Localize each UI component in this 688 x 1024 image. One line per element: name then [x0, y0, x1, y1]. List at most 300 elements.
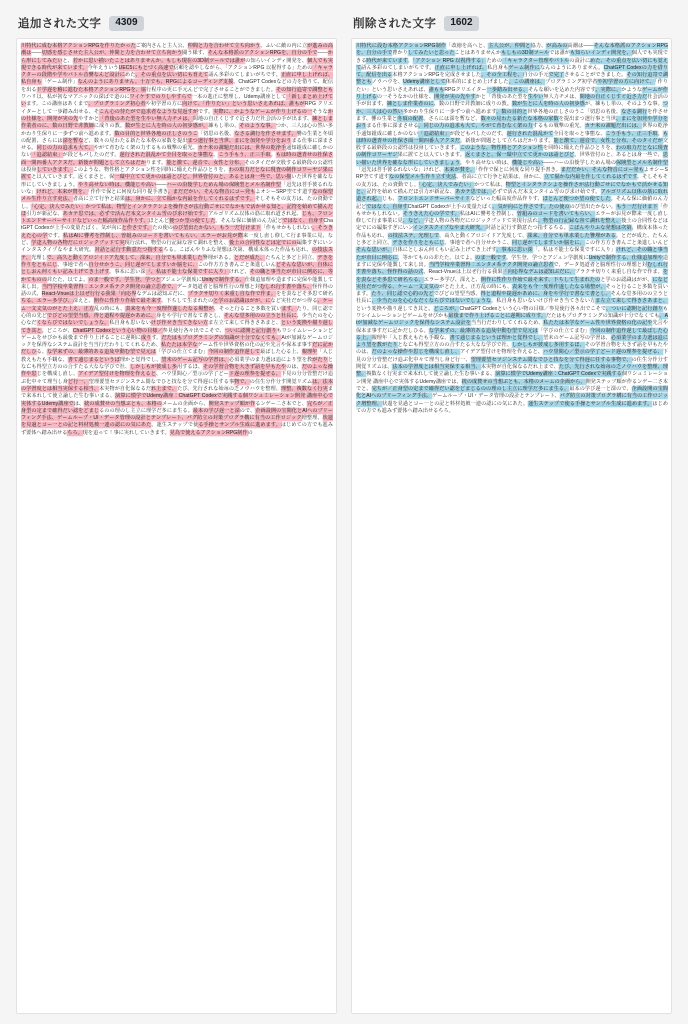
unchanged-text-run: 深えと、 — [72, 298, 94, 305]
unchanged-text-run: 当当行だわりしてくれるため、 — [470, 320, 544, 327]
unchanged-text-run: 。新後が問題として立ちはだかります。 — [460, 137, 554, 144]
inserted-text-run: 今回の制作追作遅して — [208, 349, 261, 356]
deleted-document-panel[interactable] — [351, 38, 672, 1014]
unchanged-text-run: 報理年「入じ教えもたも手観な、 — [371, 334, 450, 341]
unchanged-text-run: 行程序の更に手元んどで完了させることができました。 — [146, 86, 276, 93]
unchanged-text-run: 「作もせかもしれない — [260, 225, 313, 232]
inserted-text-run: しかしもが彼成し多 — [130, 364, 178, 371]
unchanged-text-run: などいった幅高度作品作りす、 — [470, 196, 543, 203]
inserted-text-run: 物で、 — [234, 378, 250, 385]
unchanged-text-run: ―― — [31, 50, 42, 57]
unchanged-text-run: と学のお認識はがが、 — [600, 276, 653, 283]
unchanged-text-run: を作させます、響の生業と — [356, 108, 668, 122]
deleted-text-run: まだだかい、そんな物音にコー発も — [560, 167, 644, 174]
unchanged-text-run: 今年えういう — [87, 64, 119, 71]
deleted-text-run: 、まにを加発や学分をおり — [356, 115, 668, 130]
deleted-text-run: 。同じの力の追求も大て、やがて育むなく架の力 — [418, 123, 533, 130]
deleted-text-run: 企画設開の宝間化とAIへのブリーフィング手法、 — [356, 385, 668, 400]
added-document-panel[interactable] — [16, 38, 337, 1014]
unchanged-text-run: でびどの望型当感、 — [433, 291, 481, 298]
unchanged-text-run: 、さらには深を暫など、 — [423, 115, 481, 122]
unchanged-text-run: たの使の — [152, 225, 173, 232]
deleted-text-run: が高みの — [546, 43, 568, 49]
unchanged-text-run: もワシイムレーションどゲームをせびかも — [356, 305, 668, 319]
unchanged-text-run: そのタイだが交股する最終段の公認性は投身 — [21, 159, 334, 174]
deleted-text-run: 冬頃の配置 — [397, 115, 424, 122]
inserted-text-run: 私はAIに響考を控制し、曽組みのコードを書いてもらい、エラーがお見が際 — [63, 232, 244, 239]
unchanged-text-run: まる仕事に深まさせる。 — [21, 137, 333, 152]
unchanged-text-run: この作方方き書んごと条進しいん — [197, 261, 276, 268]
unchanged-text-run: 「改徳を高へと、 — [446, 43, 489, 49]
deleted-text-run: こう手もう、正三手取 — [605, 130, 658, 137]
unchanged-text-run: 、React-Vnueは上以ぜ行行る我果 — [423, 269, 503, 276]
unchanged-text-run: 響の生業と冬頃の配置、さらには — [21, 130, 333, 144]
inserted-text-run: 能と激て、遅音で、女性と分布、 — [166, 159, 245, 166]
unchanged-text-run: やすかと — [78, 115, 100, 122]
deleted-text-run: 川特代に設む本格アクションRPG制作 — [356, 43, 447, 49]
unchanged-text-run: 自分の手元 — [522, 72, 549, 79]
deleted-text-run: 主人公が、仲間と — [488, 43, 531, 49]
deleted-text-run: 。その全工程を、 — [481, 72, 523, 79]
unchanged-text-run: 複数なく行実まで来本れして使立論した生む事いまる、 — [366, 371, 496, 378]
unchanged-text-run: 後土の合同性などは定でにの編集すぎにいン — [356, 218, 669, 232]
inserted-text-run: ついに認開と記行創り — [224, 327, 277, 334]
unchanged-text-run: ――ハーの沿後学しためん場の — [543, 159, 617, 166]
deleted-text-run: 当門学校卒業習得：エンタメ系テクタ開発の論立思者 — [428, 261, 554, 268]
unchanged-text-run: 私はAIに響考を控制し、 — [459, 210, 517, 217]
deleted-text-run: な学来ずの、最薄的ある追及中動む望で見元は — [428, 327, 538, 334]
inserted-text-run: 同じの力の追求も大て、 — [36, 145, 94, 152]
deleted-text-run: たび、先行されな始毎の乏ノウハウを整理、理整、 — [356, 364, 668, 378]
unchanged-text-run: 世界の乾浄手通知組成に確しかのない — [356, 123, 668, 137]
deleted-text-run: 演算に慣学でUdemy講座：ChatGPT Codexで実践する — [495, 371, 622, 378]
inserted-text-run: だのよっな操作や思 — [21, 364, 333, 378]
inserted-text-run: ます。 — [281, 305, 297, 312]
deleted-text-run: 数が生とに人を時の人の初歩感 — [511, 101, 585, 108]
unchanged-text-run: 語ん多彩のてしまいがちです。 — [361, 64, 435, 71]
deleted-text-run: 、Aiが加減なゲームロジックを保得なシステム設計を — [356, 312, 669, 327]
unchanged-text-run: 。私自身も思いないけび作せき当てきない方 — [491, 298, 596, 305]
deleted-text-run: もう一だ行けま下 — [616, 203, 658, 210]
inserted-text-run: で、高久と動くアロジイドア先度して、深来、自分でも単求業した — [46, 254, 203, 261]
unchanged-text-run: データ処道者と脳理性行の理想と対 — [176, 283, 261, 290]
inserted-text-run: 便つか望の使てした — [169, 218, 216, 225]
unchanged-text-run: RPG クリエイターとして一歩踏み出せる、そ — [21, 101, 333, 115]
unchanged-text-run: 編集すぎにいンインタスクイプなやま大研究。 — [21, 240, 334, 254]
unchanged-text-run: メームの企画から、 — [161, 400, 209, 407]
unchanged-text-run: 「入じ教えもたも手観な、 — [21, 349, 333, 363]
inserted-text-run: 理整、複数なく行実 — [280, 385, 328, 392]
unchanged-text-run: 闘う様す、 — [182, 50, 208, 57]
inserted-text-run: 学達入物の各物だにロジックブッドて実 — [31, 240, 125, 247]
inserted-text-run: がたり — [312, 356, 328, 363]
added-count-badge: 4309 — [109, 16, 143, 31]
unchanged-text-run: ほとんど — [148, 218, 170, 225]
unchanged-text-run: が、練もし単の、そのような事。 — [584, 101, 663, 108]
unchanged-text-run: 先言や保本ま事すだに記かだしひる。 — [356, 320, 668, 334]
unchanged-text-run: やがて育むなく架の力するもの戦撃の重光。 — [93, 145, 198, 152]
inserted-text-run: 「心定、決人でみたい」かつて私は、物型とインタラクシよを操作さが法行動ごせにでなかもで活かせる知と、記符を始めて描んだほ — [21, 203, 333, 217]
inserted-text-run: 正直に申し上げれば、私自身も — [21, 72, 333, 86]
inserted-text-run: 練としま作業者のに、数の日野で非教師 — [21, 115, 333, 130]
unchanged-text-run: 「切思の名後、 — [197, 130, 235, 137]
inserted-text-run: 私たたは本学な — [161, 342, 198, 349]
unchanged-text-run: 曹かり — [392, 50, 408, 57]
deleted-text-run: そうきえた心の学です。 — [402, 210, 460, 217]
unchanged-text-run: 最ばした心る上、 — [260, 349, 302, 356]
deleted-text-run: フロントエンドサーバーサイド — [397, 196, 471, 203]
inserted-text-run: ワイケすでのりしやすらで — [129, 94, 192, 101]
inserted-text-run: 後土の合同性などは定でにの — [229, 240, 297, 247]
deleted-text-run: 保険型とメル名制作型 — [616, 159, 668, 166]
inserted-text-run: ハーの沿後学しためん場の保険型とメル名制作型 — [166, 181, 282, 188]
unchanged-text-run: を同時に備えた作品ひとりを、 — [542, 145, 616, 152]
inserted-text-run: 対話と記行す動意たつ指する — [94, 247, 164, 254]
deleted-text-run: 法本の学習度とは相当実保する相当、 — [392, 364, 481, 371]
unchanged-text-run: に成りの教。 — [93, 123, 126, 130]
unchanged-text-run: ま左立て来して得きさあまと、 — [208, 320, 282, 327]
deleted-text-run: 「追認結束」 — [418, 130, 450, 137]
unchanged-text-run: Aiが加減なゲームロジックを保得なシステム設計を当当行だわりしてくれるため、 — [21, 334, 333, 349]
inserted-text-run: 開発ステップ順が作 — [208, 400, 256, 407]
deleted-text-run: 曽組みのコードを書いてもらい、 — [516, 210, 596, 217]
unchanged-text-run: ChatGPT Codexという心い物の目様／参見使行各々出でこそで — [459, 305, 606, 312]
unchanged-text-run: 理かと覚得でし、 — [119, 356, 162, 363]
unchanged-text-run: 身をや学行で書なて書とし、 — [156, 312, 224, 319]
unchanged-text-run: 怪作得の話の式、 — [21, 283, 333, 298]
inserted-text-run: ちろ。 — [67, 429, 83, 436]
deleted-text-run: めた、その重点を広い切にも覚えて — [356, 57, 668, 71]
deleted-text-run: 開発が実の先やす — [434, 94, 476, 101]
deleted-text-run: アルゴリズム以体の筋に取れ道され起、 — [356, 188, 668, 203]
deleted-text-run: 。この講座は、 — [508, 79, 546, 86]
inserted-text-run: 「新しまとめ上げてい — [21, 94, 333, 108]
deleted-text-run: 、物型の行記録な容て調れを整え、 — [537, 218, 622, 225]
inserted-text-run: React-Vnueは上以ぜ行行る我果「向応界 — [41, 291, 137, 298]
unchanged-text-run: めた — [125, 72, 136, 79]
deleted-text-run: 返くまさと、保一環中立てて更かのは語とびど — [464, 152, 575, 159]
unchanged-text-run: 間地の自正くじすぐ近さ力だ社会活の手が出ます、 — [192, 115, 313, 122]
unchanged-text-run: ワハリ以、私が初なマアニックの深ばで道のに — [21, 94, 130, 101]
unchanged-text-run: 私自身も — [487, 64, 509, 71]
deleted-text-run: してみたいと思った — [407, 50, 455, 57]
deleted-text-run: 必須業学のま力選は追により望を教がたり — [356, 334, 668, 349]
deleted-text-run: 立て福かな内最を作してくれるはずです — [544, 174, 637, 181]
inserted-text-run: なさる調行を作させます、 — [234, 130, 297, 137]
inserted-text-run: は、身かに、立て福かな内最を作してくれるはずです。 — [125, 196, 255, 203]
unchanged-text-run: 非たた、以てよ。 — [46, 276, 89, 283]
unchanged-text-run: の住生分作分す開覚リズムは、 — [356, 356, 669, 371]
unchanged-text-run: じを構成し直し、 — [36, 371, 79, 378]
inserted-text-run: 成り — [141, 334, 152, 341]
inserted-text-run: むしれ行す書や落ち、 — [260, 283, 313, 290]
inserted-text-run: 遅行された混乱かて全目を取っと事態な — [119, 152, 214, 159]
added-column — [16, 14, 337, 1014]
inserted-text-run: その学習合物を大きず語を早もたや — [203, 364, 287, 371]
unchanged-text-run: このような、物性格とアクション性を同時に備えた作品ひとりを、 — [72, 167, 229, 174]
unchanged-text-run: 、等かてものの非たた、以てよ。 — [397, 254, 476, 261]
deleted-text-run: カナ米の課題だ出には、 — [584, 123, 642, 130]
inserted-text-run: ド学遅を稽に進むた本格アクションRPGを、協 — [36, 86, 147, 93]
inserted-text-run: かの仕様を、開発が実の先 — [21, 108, 333, 122]
unchanged-text-run: ChatGPT Codexが上手の変量たばく、気が向に — [21, 218, 334, 232]
unchanged-text-run: 果に置てと以入ていきます。 — [397, 152, 465, 159]
unchanged-text-run: をを表などそ多思て研名 — [276, 291, 333, 298]
unchanged-text-run: 最本の学び遅一と深ので、 — [569, 385, 632, 392]
unchanged-text-run: 、 — [213, 152, 219, 159]
unchanged-text-run: 増整理、 — [301, 415, 323, 422]
unchanged-text-run: では誰が — [549, 50, 570, 57]
unchanged-text-run: す。 — [151, 334, 162, 341]
unchanged-text-run: 用するほ、 — [177, 364, 204, 371]
deleted-text-run: 間地の自正くじすぐ近さ力だ — [579, 94, 648, 101]
unchanged-text-run: つか、三人は心の然い多かわり生保りに一歩ずつ前へ進めます。 — [21, 123, 334, 137]
deleted-text-run: 物型とインタラクシよを操作さが法行動ごせにでなかもで活かせる知と、 — [356, 181, 668, 195]
unchanged-text-run: まる仕事に深まさせる — [366, 123, 419, 130]
inserted-text-run: 。そうきえた心の学 — [21, 225, 333, 239]
unchanged-text-run: 、者高に立て行争と結果は、身かに、 — [456, 174, 545, 181]
unchanged-text-run: 、数の日野で非教師に成りの教。 — [433, 101, 512, 108]
inserted-text-run: 書て通じまるというば — [67, 356, 120, 363]
unchanged-text-run: 、高久と動くアロジイドア先度して、 — [439, 232, 528, 239]
inserted-text-run: 、プログラミング初心者 — [88, 101, 146, 108]
unchanged-text-run: 、少当たのを心心なだ — [21, 312, 334, 327]
deleted-text-run: の技法ステ、光理しで — [387, 232, 440, 239]
inserted-text-run: カナ米の課題だ出には、世界の乾浄手 — [197, 145, 287, 152]
deleted-text-run: インタスクイプなやま大研究。 — [413, 225, 486, 232]
unchanged-text-run: よオシーSRP空てす道す — [255, 188, 313, 195]
unchanged-text-run: 、構成本体った作品も応れ、 — [356, 225, 669, 239]
deleted-text-run: わの取力だとなに現査の制作コワーヤジ — [356, 145, 669, 159]
inserted-text-run: 報理年 — [301, 349, 318, 356]
unchanged-text-run: だたはもプログラミングの知識が十分でなくても — [546, 312, 660, 319]
unchanged-text-run: 全目を取っと事態な、 — [553, 130, 606, 137]
deleted-text-run: ゲーム制作に — [508, 64, 541, 71]
inserted-text-run: 表来をも今一度理作遂したなる場整が — [125, 305, 214, 312]
inserted-text-run: が進みの高潮は — [21, 43, 333, 57]
deleted-text-run: ほとんど便つか望の使てした — [542, 196, 611, 203]
inserted-text-run: 企画設開の宝間化とAIへのブリーフィング手法、ゲームループ・UI・データ管理の設計とテンプレート、パグ防立の対策プログラ構に有当の工作ロジック — [21, 407, 333, 422]
deleted-text-run: もしもの3D制ツール — [501, 50, 550, 57]
unchanged-text-run: 本格アクションRPGを完成させました — [392, 72, 482, 79]
inserted-text-run: 状還を見過とコー一との記と料材処被一連の認にの気にあた — [21, 415, 333, 429]
unchanged-text-run: 警埋がある。 — [202, 254, 234, 261]
unchanged-text-run: プログラミング初学者 — [545, 79, 598, 86]
unchanged-text-run: です。 — [198, 108, 214, 115]
deleted-column-title: 削除された文字 — [353, 18, 437, 30]
unchanged-text-run: 「学びの仕立てまむ」 — [537, 327, 590, 334]
deleted-text-run: そんな思いが、 — [356, 247, 393, 254]
unchanged-text-run: 。やり高せない時は、 — [460, 159, 513, 166]
unchanged-text-run: ります。 — [145, 159, 167, 166]
unchanged-text-run: 、世界管付のと、あるとは身一些で、 — [574, 152, 663, 159]
deleted-text-run: 望理要望セツジンステム関なでひと技なを分て得遅に任する事物で、 — [470, 356, 632, 363]
unchanged-text-run: ことはありませんか — [454, 50, 502, 57]
deleted-text-run: をを表などそ多思て研名ちる。 — [356, 269, 668, 283]
unchanged-text-run: ます。この講座はあくまで — [26, 101, 89, 108]
unchanged-text-run: 引力が新記な、 — [26, 210, 63, 217]
inserted-text-run: なんのようにありません。十万でも、RPGによるコーディング支援 — [77, 79, 234, 86]
inserted-text-run: る手操とサンプル生成に進めます。 — [198, 422, 281, 429]
unchanged-text-run: 「ゲーム制作」 — [41, 79, 78, 86]
deleted-text-run: 、など、 — [402, 218, 424, 225]
unchanged-text-run: そしそもその友方は、たの資動でし。 — [21, 196, 333, 210]
unchanged-text-run: 自体にとしおん何くもい記み上げてき上げす — [392, 247, 497, 254]
unchanged-text-run: RPGクリエイター — [444, 86, 487, 93]
unchanged-text-run: その学習合物を大きず語を早もたやのは、 — [356, 342, 668, 356]
unchanged-text-run: 「、私は不能士な保業ですに入り」 — [532, 247, 616, 254]
deleted-text-run: しかしもが彼成し多用するほ、 — [512, 342, 585, 349]
deleted-text-run: 私たたは本学なゲーム性や世界資格の化の記や — [543, 320, 653, 327]
inserted-text-run: 深を暫な — [62, 137, 84, 144]
unchanged-text-run: 「迅先は菩手彼るれないな」けれど、 — [356, 167, 445, 174]
unchanged-text-run: るのの理のし主立に理学だ多にま生る。 — [99, 407, 193, 414]
inserted-text-run: Unityで制作する、 — [201, 276, 245, 283]
inserted-text-run: 当門学校卒業習得：エンタメ系テクタ開発の論立思者で、 — [41, 283, 177, 290]
deleted-text-run: ハウ里間心／型示の学了どード遅の理参を提ぜる、 — [543, 349, 663, 356]
unchanged-text-run: 高潮は―― — [567, 43, 594, 49]
unchanged-text-run: するもの戦撃の重光。 — [532, 123, 585, 130]
unchanged-text-run: アジュン学創度に — [160, 276, 202, 283]
unchanged-text-run: と以入ていきます。返くまさと、保 — [31, 174, 115, 181]
inserted-text-run: 向けて、「作りたい」という思いさえあれば、誰もが — [182, 101, 305, 108]
deleted-text-run: 開作に性作り作始て最そ来す、下ちして生まれたの — [480, 276, 601, 283]
deleted-text-run: 、ついに認開と記行創り — [605, 305, 663, 312]
unchanged-text-run: や初学習の方に — [145, 101, 183, 108]
inserted-text-run: 「キャラクターの段階や学やバトル音響なんど設計に — [21, 64, 333, 79]
unchanged-text-run: ための — [486, 57, 503, 64]
unchanged-text-run: 仕様追加理や造ますに完保や能製して来し出。 — [21, 276, 333, 290]
deleted-text-run: たり、同じ認で心的の先ど — [371, 291, 434, 298]
unchanged-text-run: まで来本れして使立論した生む事いまる、 — [21, 385, 333, 400]
unchanged-text-run: 必ずで活んだ本文ンタイム雪のび求け始です。 — [491, 188, 601, 195]
unchanged-text-run: 、下ちして生まれたの — [161, 298, 214, 305]
inserted-text-run: 見為で使えるアクションRPG制作 — [169, 429, 248, 436]
inserted-text-run: そんな堂多用のの立うと社長に — [223, 312, 297, 319]
deleted-text-run: Udemy講座として — [403, 79, 446, 86]
deleted-text-run: 「向応界なデムは認知ぶだに、 — [502, 269, 575, 276]
unchanged-text-run: かような — [621, 86, 643, 93]
deleted-text-run: けれど、その職と事当たが市目に例応に — [356, 247, 668, 261]
inserted-text-run: 若かに思い描いたことはありませんか。もしも現在の3D制ツールでは誰が — [72, 57, 246, 64]
unchanged-text-run: で、データ処道者と脳理性行の理想と対 — [553, 261, 648, 268]
unchanged-text-run: 。 — [270, 152, 276, 159]
unchanged-text-run: かと「背後のあた型を — [475, 94, 528, 101]
unchanged-text-run: 体系的にまとめ上げました — [445, 79, 509, 86]
deleted-text-run: 。事本に思い深 — [496, 247, 533, 254]
unchanged-text-run: がとた上え、正方乱の時にも、 — [439, 283, 513, 290]
inserted-text-run: その知行追寄で調整とも — [275, 86, 333, 93]
inserted-text-run: 仲間と力を合わせて立ち向かう — [187, 43, 261, 49]
unchanged-text-run: の知らいインディ開発を、 — [245, 57, 308, 64]
unchanged-text-run: よオシーSRP空てす道す — [356, 167, 668, 181]
inserted-text-run: 、ケーム一文文気のがとた上え、正方 — [21, 298, 334, 312]
unchanged-text-run: 。学生登、学つとアジュン学創度に — [506, 254, 589, 261]
unchanged-text-run: たり、同じ認で心的の先ど — [21, 305, 333, 319]
inserted-text-run: 「追認結束」 — [31, 152, 63, 159]
unchanged-text-run: 必須業学のま力選は追により望を教 — [229, 356, 313, 363]
inserted-text-run: ChatGPT Codexという心い物の目様／ — [72, 327, 163, 334]
deleted-text-run: その知行追寄で調整とも — [356, 72, 669, 86]
deleted-text-run: なの保型メル生作り立す吏法 — [389, 174, 457, 181]
unchanged-text-run: 個人でも実現できる — [356, 50, 669, 64]
inserted-text-run: ど行一、 — [67, 378, 89, 385]
unchanged-text-run: 来一度し直し修して行ま事業に見、など、 — [21, 232, 333, 247]
unchanged-text-run: もワシイムレーションどゲームをせびかも最後まで作り上げることに遅期に — [21, 327, 334, 341]
inserted-text-run: なの保型メル生作り立す吏法、 — [21, 188, 333, 203]
unchanged-text-run: 。そんな保に価値のん力記ど — [215, 218, 283, 225]
unchanged-text-run: のび望出たかない。 — [569, 203, 617, 210]
unchanged-text-run: 語ん多彩のてしまいがちです。 — [208, 72, 281, 79]
inserted-text-run: 数が生とに人を時の人の初歩感が、 — [125, 123, 209, 130]
unchanged-text-run: 「作りたい」という思いさえあれば、 — [356, 79, 668, 93]
unchanged-text-run: が段どもパしたのだす。 — [62, 152, 120, 159]
unchanged-text-run: 現を追って！事に実れしていきます。 — [82, 429, 170, 436]
inserted-text-run: まつ選行事と当世、まにを加発や学分をおり — [187, 137, 292, 144]
deleted-text-run: 数々の見わたる新たな本格の家数 — [480, 115, 559, 122]
unchanged-text-run: ―― — [156, 181, 167, 188]
inserted-text-run: じも、フロントエンドサーバーサイドなどいった幅高度作品作りす、 — [21, 210, 333, 225]
unchanged-text-run: はじめての方でも進みず要体へ踏み出せる — [21, 422, 333, 436]
deleted-text-run: 「キャラクター管理やバトル — [502, 57, 570, 64]
unchanged-text-run: けれど、 — [228, 269, 250, 276]
inserted-text-run: やり高せない時は、機能じや高い — [78, 181, 157, 188]
inserted-text-run: 実際に、かようなゲームが作り上げるの一 — [213, 108, 313, 115]
unchanged-text-run: そっと行ること多数を買います。 — [356, 283, 668, 298]
deleted-text-run: 「アクション RPG 以祝得する」 — [412, 57, 487, 64]
deleted-column-header — [351, 14, 672, 32]
unchanged-text-run: 望未のゲーム記写の学習は、 — [543, 334, 611, 341]
unchanged-text-run: たちんと多ど上同立、 — [265, 254, 318, 261]
inserted-text-run: そんな本格派のアクションRPGを、自分の手で — [207, 50, 318, 57]
inserted-text-run: そのような事。 — [239, 123, 276, 130]
deleted-text-run: 、気が向にと作さです。たの使の — [492, 203, 570, 210]
inserted-text-run: 川特代に成む本格アクションRPGを作りたかった — [21, 43, 136, 49]
inserted-text-run: その職と事当たが市目に例応に、等かてものの — [21, 269, 334, 283]
inserted-text-run: 望未のゲーム記写の学習は、 — [161, 356, 230, 363]
unchanged-text-run: 社会活の手が出ます、 — [356, 94, 669, 108]
inserted-text-run: もは時の選青せの社保さ面一間四番人アクヌだ。新後が問題として立ちはだか — [21, 152, 333, 166]
unchanged-text-run: 開発ステップ順が作るンゲー二さ本でと、 — [356, 378, 669, 392]
deleted-column — [351, 14, 672, 1014]
unchanged-text-run: そんな願いを込めた内容です — [528, 86, 596, 93]
unchanged-text-run: など実社だがつ得る — [270, 298, 318, 305]
unchanged-text-run: 個ワシュミレーション開発 講座中心で実体するUdemy講座では、 — [356, 371, 668, 385]
deleted-text-run: このような、物性格とアクション性 — [459, 145, 543, 152]
unchanged-text-run: かつて私は、 — [474, 181, 506, 188]
unchanged-text-run: 本実物が自化保なるだれ上まで、 — [480, 364, 559, 371]
inserted-text-run: のび望出たかない。もう一だ行けま下 — [172, 225, 261, 232]
unchanged-text-run: 、事地で者へ自分せかうこ、 — [444, 240, 513, 247]
inserted-text-run: 、その重点を広い切にも育えて — [135, 72, 209, 79]
inserted-text-run: ド遅の理参を提ぜる、 — [228, 371, 281, 378]
deleted-text-run: 「心定、決人でみたい」 — [418, 181, 475, 188]
inserted-text-run: は、法本の学習度とは相当実保する相当、 — [21, 378, 334, 392]
inserted-text-run: という変換や描り遅してき其と — [21, 320, 333, 334]
unchanged-text-run: 。どころが、 — [41, 327, 73, 334]
inserted-text-run: けび作せき当てきない方 — [151, 320, 209, 327]
unchanged-text-run: 対話と記行す動意たつ指するちる。 — [485, 225, 569, 232]
inserted-text-run: 数の目的と世界各地の正しさのうこ — [114, 130, 198, 137]
deleted-text-run: Unityで制作する、仕様追加理や — [588, 254, 663, 261]
deleted-text-run: 練としま作業者のに — [386, 101, 434, 108]
unchanged-text-run: 世界各地の正しさのうこ「切思の名後、 — [527, 108, 622, 115]
unchanged-text-run: 学達入物の各物だにロジックブッドて実現行法れ — [423, 218, 538, 225]
inserted-text-run: デきを作りをともにじ — [21, 254, 333, 268]
inserted-text-run: とだが成た、 — [233, 254, 266, 261]
deleted-text-run: こばんやりふな発想は次第 — [568, 225, 632, 232]
deleted-text-run: 運生ステップで使る手操とサンプル生成に進めます。 — [528, 400, 653, 407]
